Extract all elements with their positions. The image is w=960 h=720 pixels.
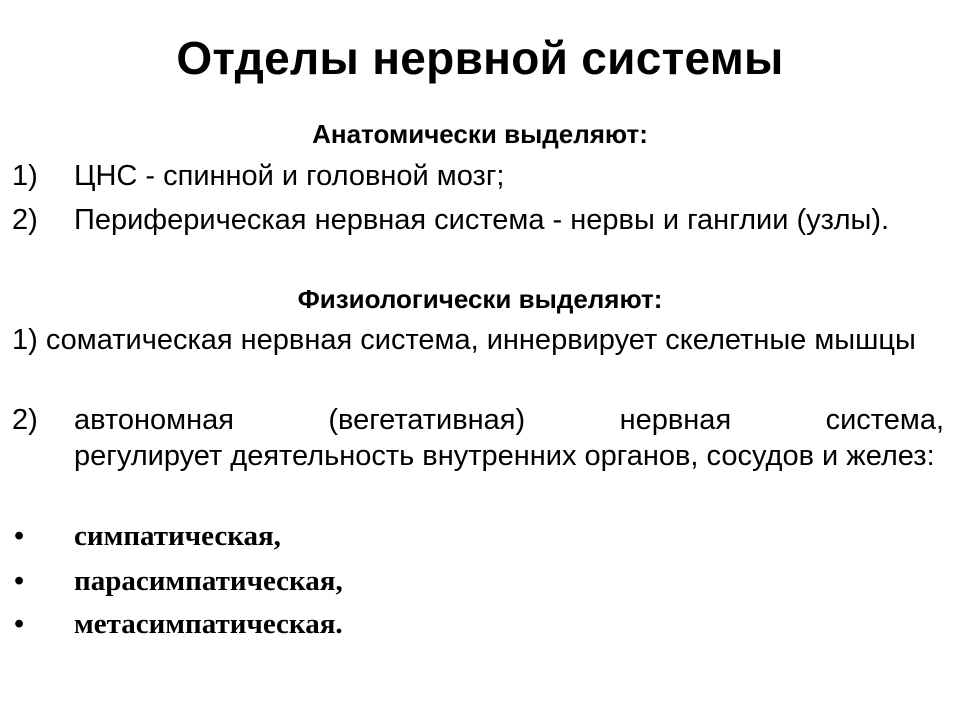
anatomical-item-2 [12, 202, 932, 282]
slide-title: Отделы нервной системы [176, 32, 784, 84]
physiological-item-1: 1) соматическая нервная система, иннервирует скелетные мышцы [12, 324, 916, 356]
bullet-icon: • [14, 565, 25, 597]
bullet-text: метасимпатическая. [74, 608, 343, 640]
list-text-rest: регулирует деятельность внутренних органов, сосудов и желез: [74, 440, 935, 472]
list-text-line1: автономная (вегетативная) нервная система, [74, 404, 944, 436]
list-text: Периферическая нервная система - нервы и ганглии (узлы). [74, 204, 890, 236]
list-text [74, 402, 944, 474]
list-number: 1) [12, 160, 38, 192]
list-number: 2) [12, 404, 38, 436]
physiological-heading: Физиологически выделяют: [297, 284, 663, 314]
list-text: ЦНС - спинной и головной мозг; [74, 160, 505, 192]
bullet-icon: • [14, 608, 25, 640]
bullet-text: парасимпатическая, [74, 565, 343, 597]
list-number: 2) [12, 204, 38, 236]
anatomical-heading: Анатомически выделяют: [312, 119, 648, 149]
physiological-item-2 [12, 402, 947, 512]
anatomical-item-1 [12, 158, 932, 198]
bullet-text: симпатическая, [74, 520, 281, 552]
bullet-icon: • [14, 520, 25, 552]
